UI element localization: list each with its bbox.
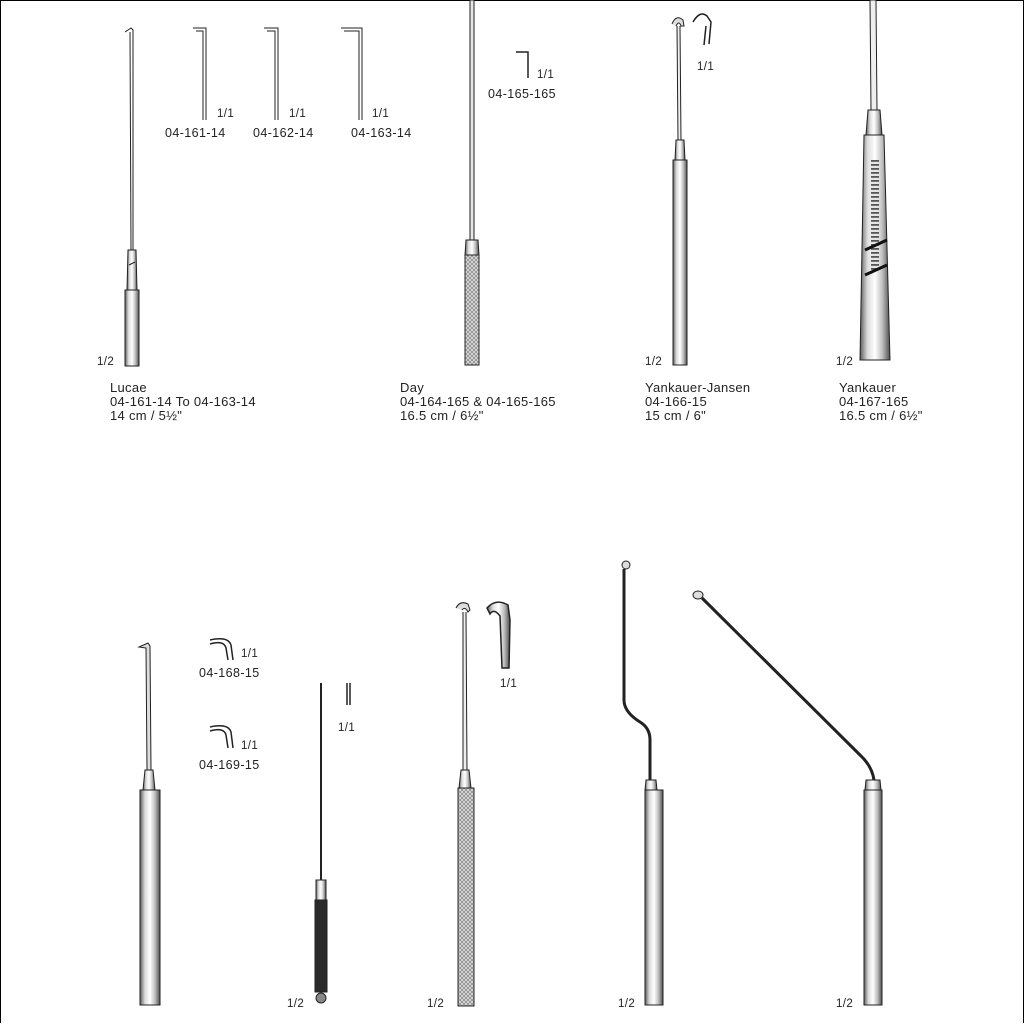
lucae-tip-details xyxy=(193,28,362,120)
product-block-lucae xyxy=(110,381,256,423)
product-size: 16.5 cm / 6½" xyxy=(400,408,484,423)
code-label-162: 04-162-14 xyxy=(253,126,314,140)
product-block-yankauer xyxy=(839,381,923,423)
scale-label-lucae: 1/2 xyxy=(97,356,115,368)
scale-label-knurled-hook: 1/1 xyxy=(500,678,518,690)
product-codes: 04-164-165 & 04-165-165 xyxy=(400,394,556,409)
yankauer-jansen-tip-detail xyxy=(693,14,711,45)
product-name: Yankauer xyxy=(839,380,897,395)
product-size: 14 cm / 5½" xyxy=(110,408,183,423)
lucae-instrument xyxy=(125,28,139,366)
scale-label-knurled-half: 1/2 xyxy=(427,998,445,1010)
product-codes: 04-166-15 xyxy=(645,394,707,409)
code-label-163: 04-163-14 xyxy=(351,126,412,140)
scale-label-162: 1/1 xyxy=(289,108,307,120)
day-tip-detail xyxy=(516,52,528,78)
scale-label-probe: 1/1 xyxy=(338,722,356,734)
product-codes: 04-161-14 To 04-163-14 xyxy=(110,394,256,409)
product-name: Day xyxy=(400,380,425,395)
probe-instrument xyxy=(315,683,327,1003)
scale-label-166: 1/1 xyxy=(697,61,715,73)
scale-label-angled-half: 1/2 xyxy=(836,998,854,1010)
hook-tip-details xyxy=(210,639,233,748)
angled-probe-instrument xyxy=(693,591,882,1005)
product-block-yankauer-jansen xyxy=(645,381,750,423)
product-block-day xyxy=(400,381,556,423)
scale-label-yankauer: 1/2 xyxy=(836,356,854,368)
code-label-161: 04-161-14 xyxy=(165,126,226,140)
yankauer-jansen-instrument xyxy=(672,18,687,365)
code-label-169: 04-169-15 xyxy=(199,758,260,772)
probe-tip-detail xyxy=(347,683,350,705)
scale-label-yankauer-jansen: 1/2 xyxy=(645,356,663,368)
product-size: 15 cm / 6" xyxy=(645,408,707,423)
product-name: Lucae xyxy=(110,380,147,395)
hook-instrument-a xyxy=(139,643,160,1005)
yankauer-instrument xyxy=(860,0,890,360)
product-codes: 04-167-165 xyxy=(839,394,909,409)
scale-label-161: 1/1 xyxy=(217,108,235,120)
code-label-168: 04-168-15 xyxy=(199,666,260,680)
scale-label-curved-half: 1/2 xyxy=(618,998,636,1010)
scale-label-168: 1/1 xyxy=(241,648,259,660)
product-name: Yankauer-Jansen xyxy=(645,380,751,395)
scale-label-165: 1/1 xyxy=(537,69,555,81)
scale-label-169: 1/1 xyxy=(241,740,259,752)
scale-label-163: 1/1 xyxy=(372,108,390,120)
knurled-hook-instrument xyxy=(456,603,474,1006)
code-label-165: 04-165-165 xyxy=(488,87,556,101)
day-instrument xyxy=(465,0,479,365)
curved-probe-instrument xyxy=(622,561,663,1005)
scale-label-probe-half: 1/2 xyxy=(287,998,305,1010)
product-size: 16.5 cm / 6½" xyxy=(839,408,923,423)
knurled-hook-tip-detail xyxy=(487,602,510,668)
